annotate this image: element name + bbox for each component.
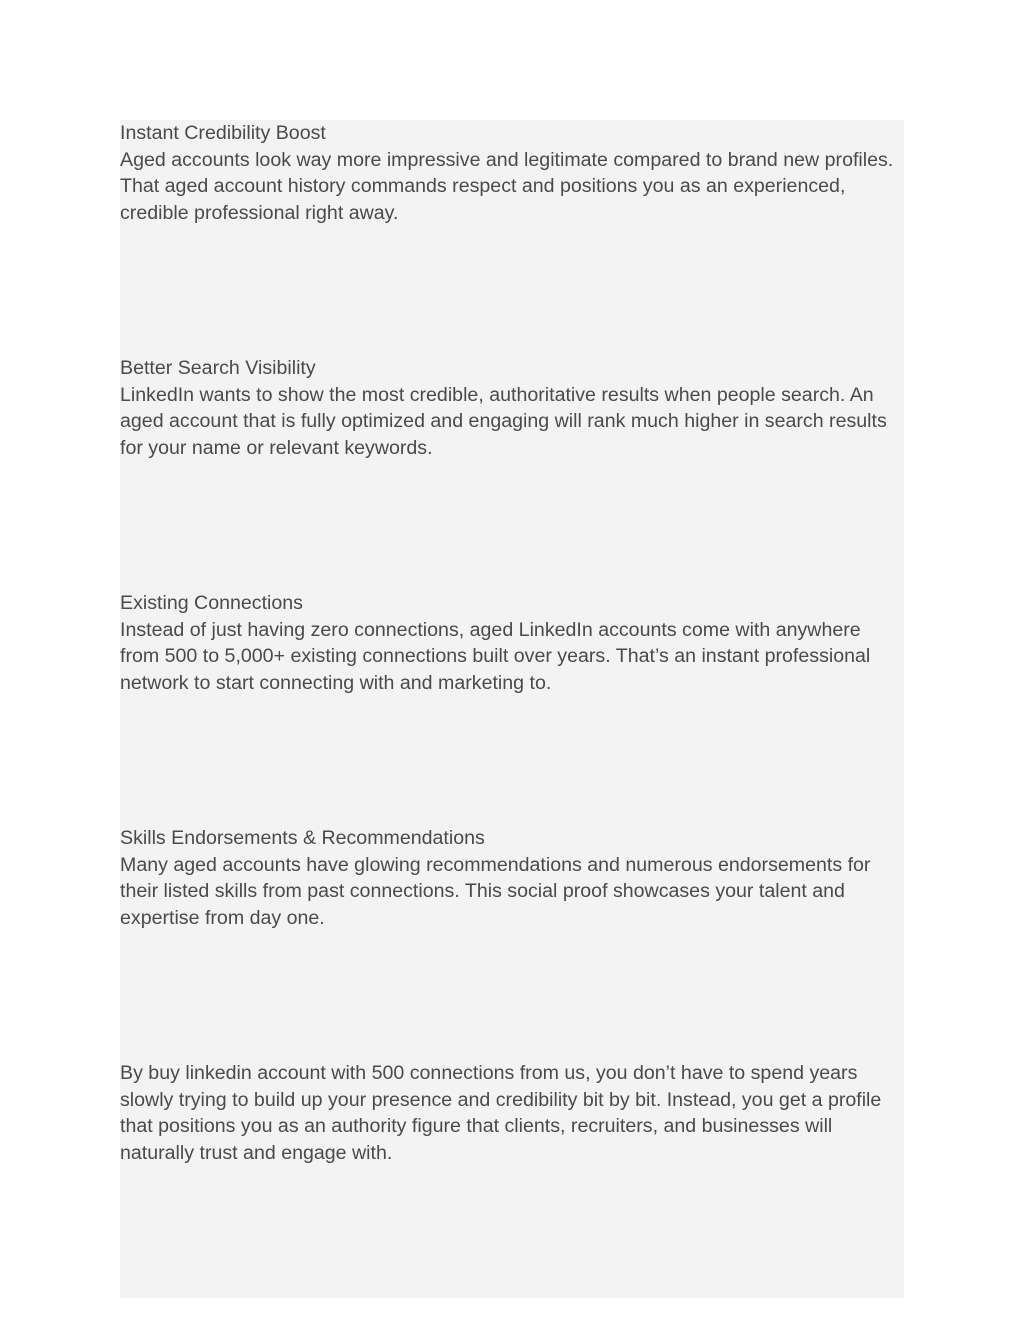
section-body: Instead of just having zero connections, aged LinkedIn accounts come with anywhere from 500 to 5,000+ existing connections built over years. That’s an instant professional network to start connecting with and marketing to. (120, 618, 871, 694)
section-closing (120, 1060, 904, 1166)
section-instant-credibility-boost (120, 120, 904, 226)
section-body: Many aged accounts have glowing recommendations and numerous endorsements for their listed skills from past connections. This social proof showcases your talent and expertise from day one. (120, 853, 871, 929)
section-skills-endorsements (120, 825, 904, 931)
content-panel (120, 120, 904, 1298)
section-heading: Instant Credibility Boost (120, 122, 326, 144)
section-body: LinkedIn wants to show the most credible, authoritative results when people search. An aged account that is fully optimized and engaging will rank much higher in search results for your name or relevant keywords. (120, 383, 887, 459)
section-heading: Existing Connections (120, 592, 303, 614)
section-heading: Skills Endorsements & Recommendations (120, 827, 485, 849)
section-heading: Better Search Visibility (120, 357, 316, 379)
section-body: Aged accounts look way more impressive and legitimate compared to brand new profiles. That aged account history commands respect and positions you as an experienced, credible professional right away. (120, 148, 894, 224)
closing-paragraph: By buy linkedin account with 500 connections from us, you don’t have to spend years slowly trying to build up your presence and credibility bit by bit. Instead, you get a profile that positions you as an authority figure that clients, recruiters, and businesses will naturally trust and engage with. (120, 1062, 882, 1164)
section-better-search-visibility (120, 355, 904, 461)
section-existing-connections (120, 590, 904, 696)
